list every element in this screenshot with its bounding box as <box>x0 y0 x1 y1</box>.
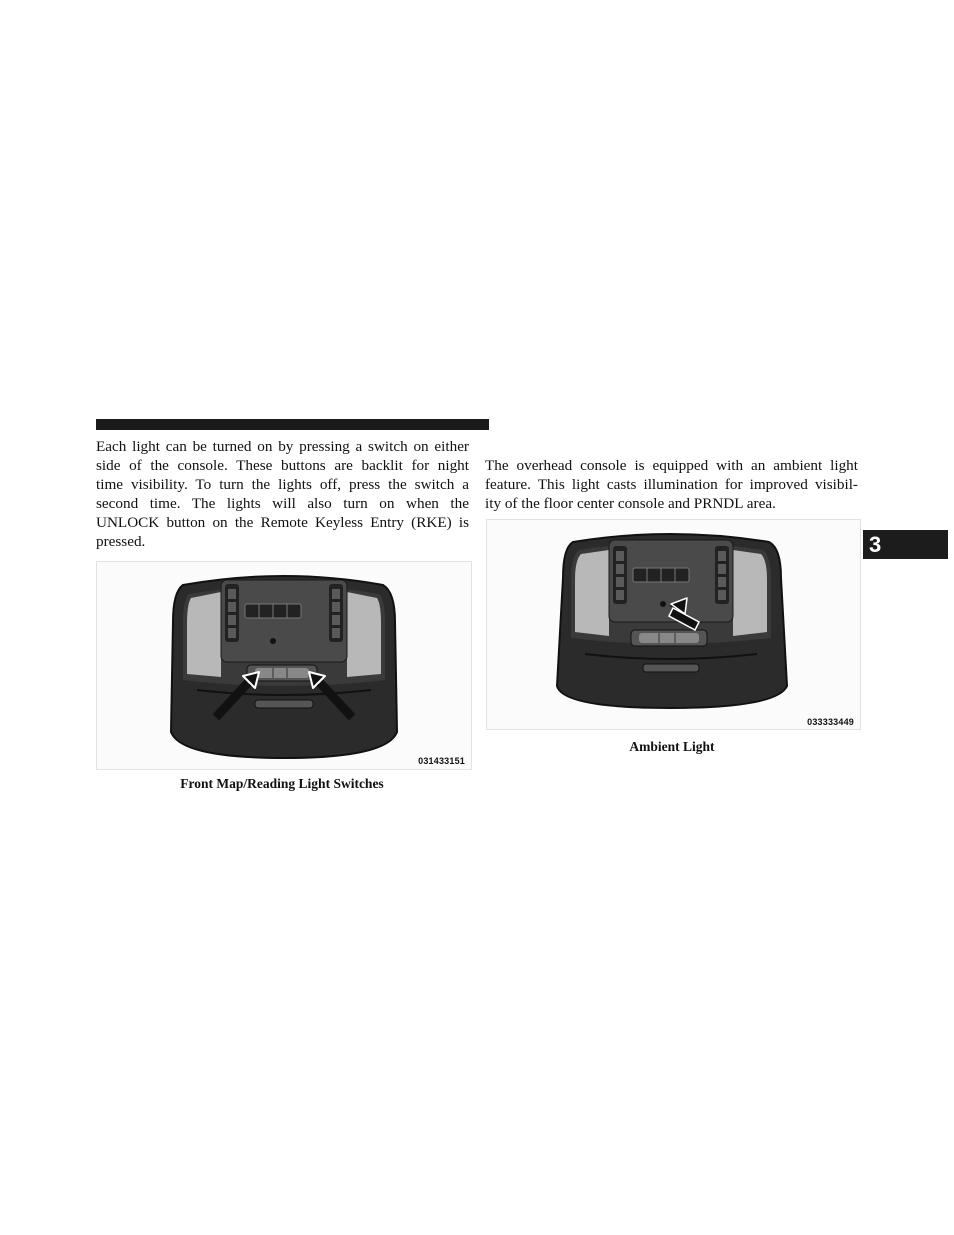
paragraph-line: ity of the floor center console and PRNDL area. <box>485 494 776 512</box>
section-rule-bar <box>96 419 489 430</box>
right-paragraph <box>485 457 858 514</box>
overhead-console-illustration <box>487 520 860 729</box>
ambient-light-figure <box>486 519 861 730</box>
paragraph-line: second time. The lights will also turn on when the <box>96 494 469 512</box>
paragraph-line: Each light can be turned on by pressing a switch on either <box>96 438 469 455</box>
paragraph-line: side of the console. These buttons are backlit for night <box>96 456 469 474</box>
paragraph-line: The overhead console is equipped with an ambient light <box>485 457 858 474</box>
section-tab-number: 3 <box>869 532 882 557</box>
paragraph-line: pressed. <box>96 532 146 550</box>
figure-caption: Ambient Light <box>629 739 715 754</box>
section-tab <box>863 530 948 559</box>
overhead-console-illustration <box>97 562 471 769</box>
figure-id-label: 031433151 <box>418 756 465 766</box>
figure-caption: Front Map/Reading Light Switches <box>180 776 384 791</box>
front-map-light-figure <box>96 561 472 770</box>
left-paragraph <box>96 438 469 551</box>
paragraph-line: feature. This light casts illumination for improved visibil- <box>485 475 858 493</box>
paragraph-line: time visibility. To turn the lights off, press the switch a <box>96 475 469 493</box>
paragraph-line: UNLOCK button on the Remote Keyless Entry (RKE) is <box>96 513 469 531</box>
figure-id-label: 033333449 <box>807 717 854 727</box>
